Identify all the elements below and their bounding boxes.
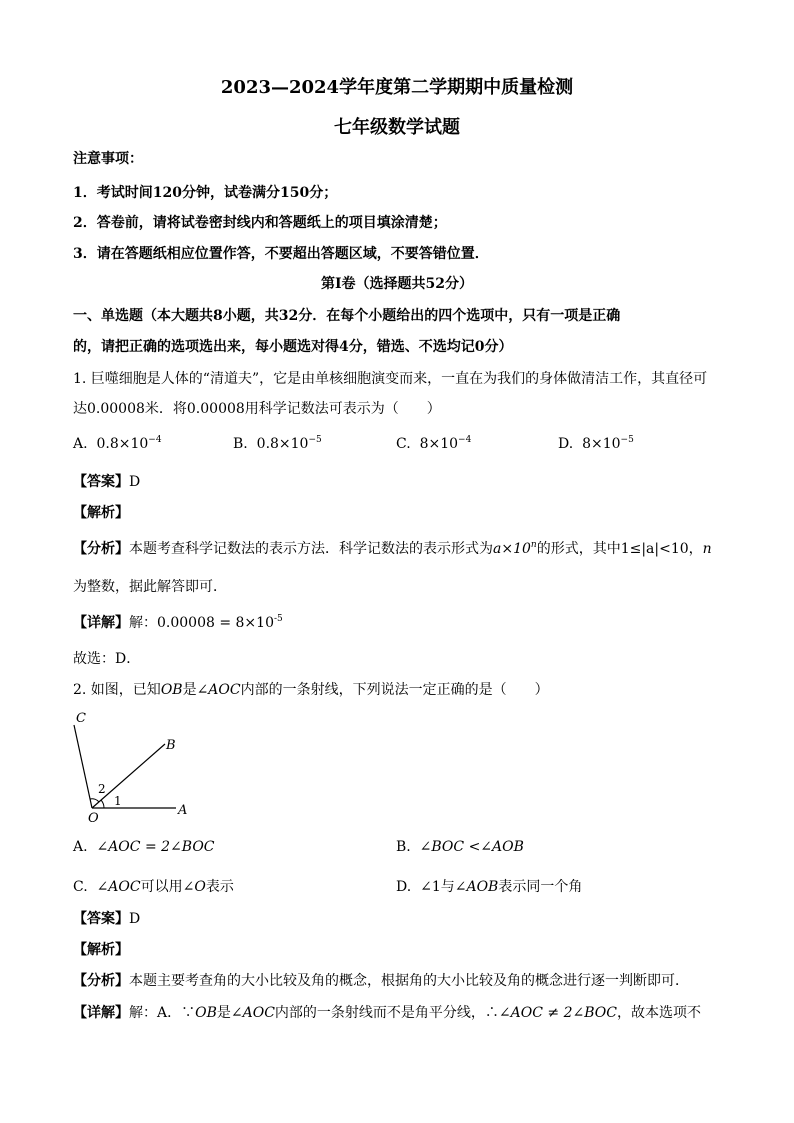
q1-answer xyxy=(73,472,140,492)
option-value: 0.8×10 xyxy=(96,436,149,452)
option-text: 可以用 xyxy=(140,879,183,895)
q1-conclusion: 故选：D． xyxy=(73,651,141,667)
option-text-2: 表示 xyxy=(205,879,234,895)
fenxi-form: a×10 xyxy=(493,541,531,557)
ray-ob xyxy=(92,744,165,808)
detail-tag: 【详解】 xyxy=(73,1005,129,1021)
option-label: D. xyxy=(558,436,574,452)
stem-ob: OB xyxy=(160,682,183,698)
fenxi-range: 1≤|a|<10， xyxy=(620,541,703,557)
fenxi-n: n xyxy=(702,541,712,557)
section-instruction-1: 一、单选题（本大题共8小题，共32分．在每个小题给出的四个选项中，只有一项是正确 xyxy=(73,308,621,324)
stem-aoc: ∠AOC xyxy=(196,682,241,698)
answer-tag: 【答案】 xyxy=(73,474,129,490)
q1-option-a xyxy=(73,434,162,454)
detail-text-3: 内部的一条射线而不是角平分线，∴ xyxy=(274,1005,499,1021)
label-o: O xyxy=(88,811,99,826)
option-exponent: −5 xyxy=(308,435,322,445)
ray-oc xyxy=(74,725,92,808)
detail-inequality: ∠AOC ≠ 2∠BOC xyxy=(498,1005,617,1021)
q1-option-d xyxy=(558,434,634,454)
q1-analysis-tag: 【解析】 xyxy=(73,505,129,521)
section-title: 第Ⅰ卷（选择题共52分） xyxy=(320,276,474,292)
option-exponent: −4 xyxy=(148,435,162,445)
exam-title: 2023—2024学年度第二学期期中质量检测 xyxy=(220,77,574,98)
option-math: ∠BOC <∠AOB xyxy=(419,839,524,855)
label-b: B xyxy=(166,738,176,753)
option-exponent: −5 xyxy=(620,435,634,445)
option-math: ∠AOC xyxy=(96,879,141,895)
q1-detail xyxy=(73,613,283,633)
angle-1-arc xyxy=(101,800,104,808)
label-a: A xyxy=(178,803,188,818)
option-label: C. xyxy=(396,436,411,452)
option-value: 0.8×10 xyxy=(256,436,309,452)
option-label: C. xyxy=(73,879,88,895)
option-label: D. xyxy=(396,879,412,895)
fenxi-tag: 【分析】 xyxy=(73,973,129,989)
detail-ob: OB xyxy=(195,1005,217,1021)
q2-detail xyxy=(73,1003,701,1023)
stem-text-3: 内部的一条射线，下列说法一定正确的是（ ） xyxy=(240,682,549,698)
detail-exponent: -5 xyxy=(273,614,283,624)
note-item-2: 2．答卷前，请将试卷密封线内和答题纸上的项目填涂清楚； xyxy=(73,215,447,231)
fenxi-form-exp: n xyxy=(530,540,537,550)
answer-value: D xyxy=(129,911,141,927)
note-item-3: 3．请在答题纸相应位置作答，不要超出答题区域，不要答错位置． xyxy=(73,246,489,262)
detail-tag: 【详解】 xyxy=(73,615,129,631)
label-angle-1: 1 xyxy=(114,794,122,808)
fenxi-text: 本题主要考查角的大小比较及角的概念，根据角的大小比较及角的概念进行逐一判断即可． xyxy=(129,973,689,989)
q1-fenxi-line1 xyxy=(73,539,712,559)
option-label: B. xyxy=(233,436,248,452)
label-c: C xyxy=(76,711,86,726)
option-text-2: 表示同一个角 xyxy=(498,879,583,895)
q2-option-c xyxy=(73,877,234,897)
detail-text: 解：0.00008 = 8×10 xyxy=(129,615,274,631)
detail-text: 解：A．∵ xyxy=(129,1005,196,1021)
answer-value: D xyxy=(129,474,141,490)
stem-text-2: 是 xyxy=(182,682,197,698)
option-label: B. xyxy=(396,839,411,855)
q1-fenxi-line2: 为整数，据此解答即可． xyxy=(73,579,227,595)
fenxi-text: 本题考查科学记数法的表示方法．科学记数法的表示形式为 xyxy=(129,541,493,557)
stem-text: 2. 如图，已知 xyxy=(73,682,161,698)
angle-figure xyxy=(64,708,204,826)
option-text: 与 xyxy=(440,879,455,895)
fenxi-tag: 【分析】 xyxy=(73,541,129,557)
section-instruction-2: 的，请把正确的选项选出来，每小题选对得4分，错选、不选均记0分） xyxy=(73,339,513,355)
option-value: 8×10 xyxy=(419,436,459,452)
q1-stem-line1: 1. 巨噬细胞是人体的“清道夫”，它是由单核细胞演变而来，一直在为我们的身体做清洁工作，其直径可 xyxy=(73,371,708,387)
exam-subtitle: 七年级数学试题 xyxy=(334,117,460,138)
q2-analysis-tag: 【解析】 xyxy=(73,942,129,958)
angle-2-arc xyxy=(90,799,99,802)
option-math-2: ∠AOB xyxy=(454,879,499,895)
option-label: A. xyxy=(73,436,88,452)
q2-option-a xyxy=(73,837,215,857)
q1-option-b xyxy=(233,434,322,454)
option-math: ∠AOC = 2∠BOC xyxy=(96,839,215,855)
detail-text-2: 是 xyxy=(216,1005,231,1021)
option-math-2: ∠O xyxy=(182,879,206,895)
detail-text-4: ，故本选项不 xyxy=(616,1005,701,1021)
option-exponent: −4 xyxy=(458,435,472,445)
option-label: A. xyxy=(73,839,88,855)
q2-fenxi xyxy=(73,971,689,991)
option-value: 8×10 xyxy=(582,436,621,452)
q2-answer xyxy=(73,909,140,929)
answer-tag: 【答案】 xyxy=(73,911,129,927)
note-item-1: 1．考试时间120分钟，试卷满分150分； xyxy=(73,185,338,201)
q2-option-b xyxy=(396,837,524,857)
detail-aoc: ∠AOC xyxy=(230,1005,275,1021)
q2-option-d xyxy=(396,877,582,897)
q1-option-c xyxy=(396,434,471,454)
q2-stem xyxy=(73,680,549,700)
notes-heading: 注意事项： xyxy=(73,151,143,167)
label-angle-2: 2 xyxy=(98,782,106,796)
q1-stem-line2: 达0.00008米．将0.00008用科学记数法可表示为（ ） xyxy=(73,401,441,417)
fenxi-text-2: 的形式，其中 xyxy=(536,541,621,557)
option-math: ∠1 xyxy=(420,879,441,895)
